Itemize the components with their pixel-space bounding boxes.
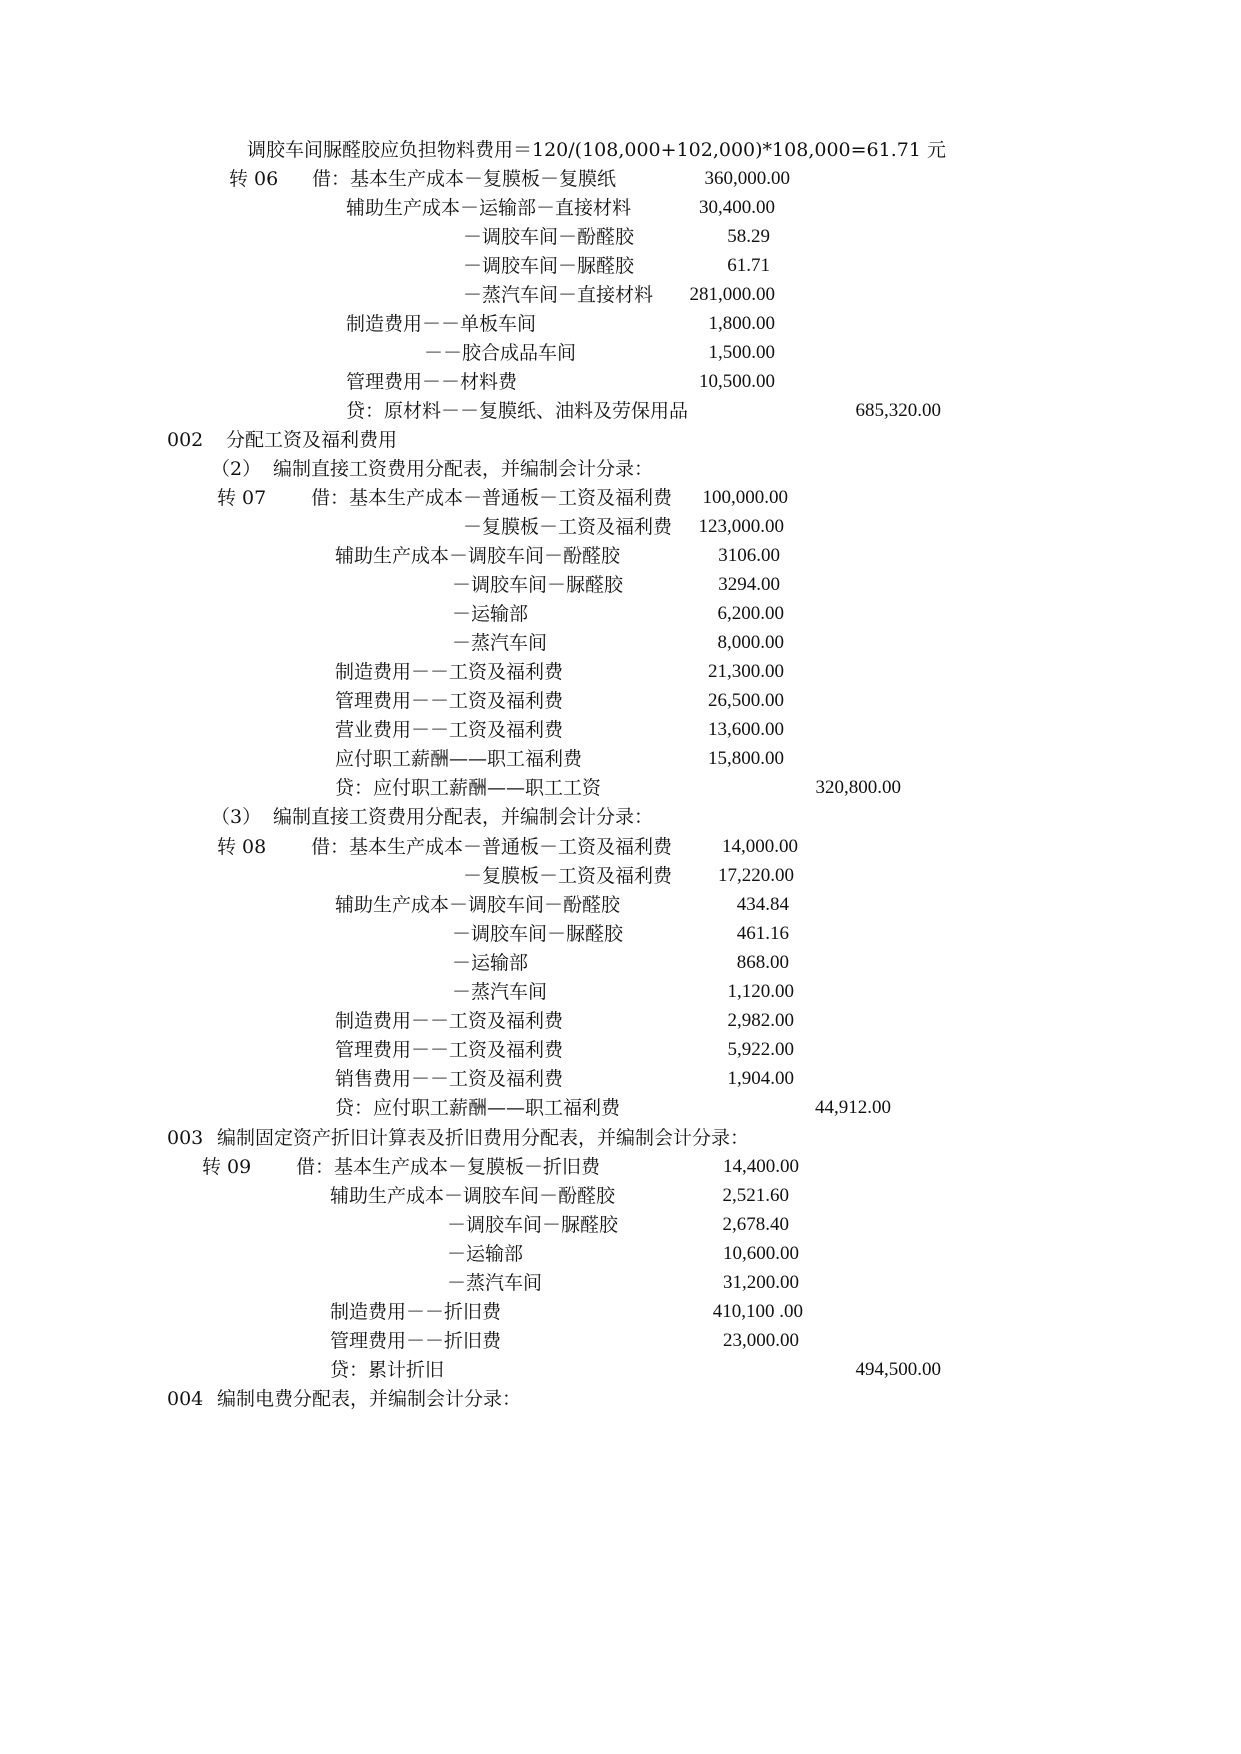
credit-account: 贷：原材料－－复膜纸、油料及劳保用品 [346,400,689,422]
debit-account: 管理费用－－折旧费 [330,1330,502,1352]
debit-amount: 26,500.00 [708,690,784,711]
debit-amount: 410,100 .00 [712,1301,803,1322]
section-title: 编制固定资产折旧计算表及折旧费用分配表，并编制会计分录： [217,1127,750,1149]
debit-account: －调胶车间－酚醛胶 [463,226,635,248]
debit-amount: 100,000.00 [702,487,788,508]
credit-account: 贷：应付职工薪酬——职工福利费 [335,1097,621,1119]
debit-account: －蒸汽车间－直接材料 [463,284,654,306]
credit-amount: 44,912.00 [815,1097,891,1118]
formula-line: 调胶车间脲醛胶应负担物料费用＝120/(108,000+102,000)*108,000=61.71 元 [247,139,946,161]
subsection-title: 编制直接工资费用分配表，并编制会计分录： [273,458,654,480]
debit-account: －运输部 [447,1243,524,1265]
debit-account: 制造费用－－折旧费 [330,1301,502,1323]
debit-amount: 10,600.00 [723,1243,799,1264]
debit-amount: 281,000.00 [689,284,775,305]
debit-account: 应付职工薪酬——职工福利费 [335,748,583,770]
debit-account: －复膜板－工资及福利费 [463,865,673,887]
debit-account: 销售费用－－工资及福利费 [335,1068,564,1090]
debit-account: 基本生产成本－普通板－工资及福利费 [349,836,673,858]
debit-account: －蒸汽车间 [452,981,548,1003]
debit-amount: 8,000.00 [717,632,784,653]
debit-amount: 2,678.40 [722,1214,789,1235]
credit-amount: 320,800.00 [815,777,901,798]
debit-prefix: 借： [311,836,350,858]
debit-amount: 360,000.00 [704,168,790,189]
credit-amount: 685,320.00 [855,400,941,421]
debit-amount: 58.29 [727,226,770,247]
debit-account: 营业费用－－工资及福利费 [335,719,564,741]
debit-amount: 10,500.00 [699,371,775,392]
debit-account: 辅助生产成本－调胶车间－酚醛胶 [330,1185,616,1207]
debit-account: －蒸汽车间 [452,632,548,654]
debit-account: －调胶车间－脲醛胶 [463,255,635,277]
credit-account: 贷：应付职工薪酬——职工工资 [335,777,602,799]
debit-amount: 3106.00 [718,545,780,566]
debit-amount: 123,000.00 [698,516,784,537]
debit-amount: 3294.00 [718,574,780,595]
debit-account: －调胶车间－脲醛胶 [452,574,624,596]
debit-amount: 5,922.00 [727,1039,794,1060]
subsection-number: （2） [211,458,262,480]
debit-account: 管理费用－－工资及福利费 [335,690,564,712]
debit-account: －调胶车间－脲醛胶 [447,1214,619,1236]
section-title: 编制电费分配表，并编制会计分录： [217,1388,522,1410]
debit-account: 制造费用－－工资及福利费 [335,661,564,683]
debit-account: 基本生产成本－复膜板－复膜纸 [350,168,617,190]
debit-account: 辅助生产成本－调胶车间－酚醛胶 [335,894,621,916]
debit-amount: 868.00 [736,952,789,973]
debit-amount: 461.16 [736,923,789,944]
debit-account: 基本生产成本－普通板－工资及福利费 [349,487,673,509]
debit-amount: 15,800.00 [708,748,784,769]
section-code: 002 [167,429,204,451]
section-code: 003 [167,1127,204,1149]
debit-amount: 30,400.00 [699,197,775,218]
debit-account: 基本生产成本－复膜板－折旧费 [334,1156,601,1178]
subsection-title: 编制直接工资费用分配表，并编制会计分录： [273,806,654,828]
debit-account: －调胶车间－脲醛胶 [452,923,624,945]
debit-amount: 1,500.00 [708,342,775,363]
entry-number: 转 09 [202,1156,252,1178]
debit-account: 管理费用－－材料费 [346,371,518,393]
debit-account: 制造费用－－工资及福利费 [335,1010,564,1032]
subsection-number: （3） [211,806,262,828]
section-title: 分配工资及福利费用 [226,429,398,451]
debit-amount: 17,220.00 [718,865,794,886]
entry-number: 转 07 [217,487,267,509]
debit-account: －运输部 [452,603,529,625]
debit-account: 辅助生产成本－运输部－直接材料 [346,197,632,219]
entry-number: 转 06 [229,168,279,190]
debit-account: －－胶合成品车间 [424,342,577,364]
debit-prefix: 借： [312,168,351,190]
debit-amount: 23,000.00 [723,1330,799,1351]
debit-amount: 434.84 [736,894,789,915]
debit-account: 制造费用－－单板车间 [346,313,537,335]
section-code: 004 [167,1388,204,1410]
debit-amount: 14,400.00 [723,1156,799,1177]
debit-account: －蒸汽车间 [447,1272,543,1294]
debit-amount: 1,800.00 [708,313,775,334]
debit-amount: 6,200.00 [717,603,784,624]
debit-amount: 2,982.00 [727,1010,794,1031]
debit-account: 辅助生产成本－调胶车间－酚醛胶 [335,545,621,567]
debit-amount: 31,200.00 [723,1272,799,1293]
credit-account: 贷：累计折旧 [330,1359,445,1381]
entry-number: 转 08 [217,836,267,858]
debit-amount: 2,521.60 [722,1185,789,1206]
credit-amount: 494,500.00 [855,1359,941,1380]
debit-amount: 21,300.00 [708,661,784,682]
debit-amount: 61.71 [727,255,770,276]
debit-account: 管理费用－－工资及福利费 [335,1039,564,1061]
debit-prefix: 借： [311,487,350,509]
debit-amount: 1,120.00 [727,981,794,1002]
debit-amount: 14,000.00 [722,836,798,857]
debit-amount: 1,904.00 [727,1068,794,1089]
debit-amount: 13,600.00 [708,719,784,740]
debit-account: －复膜板－工资及福利费 [463,516,673,538]
debit-account: －运输部 [452,952,529,974]
debit-prefix: 借： [296,1156,335,1178]
